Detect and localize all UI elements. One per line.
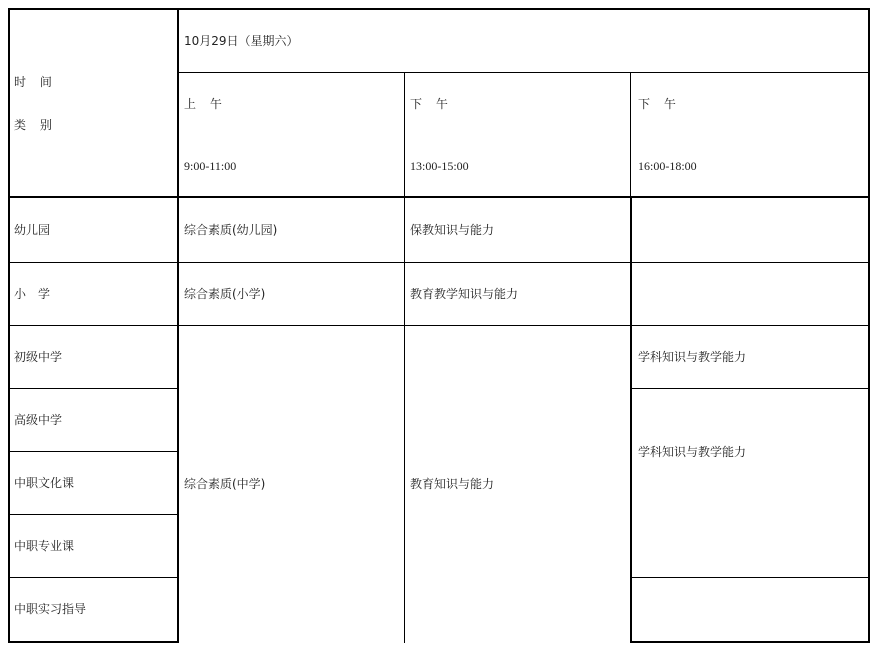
divider-session-1-2: [404, 72, 405, 643]
cell-junior-evening: 学科知识与教学能力: [638, 350, 747, 364]
divider-date-row: [179, 72, 870, 73]
cell-kindergarten-afternoon: 保教知识与能力: [410, 223, 495, 237]
cell-senior-vocational-evening: 学科知识与教学能力: [638, 445, 747, 459]
session-2-time: 13:00-15:00: [410, 159, 469, 173]
session-1-time: 9:00-11:00: [184, 159, 237, 173]
category-junior-middle: 初级中学: [14, 350, 63, 364]
row-sep-4: [8, 451, 179, 452]
category-senior-high: 高级中学: [14, 413, 63, 427]
session-3-period: 下 午: [638, 97, 681, 111]
category-vocational-culture: 中职文化课: [14, 476, 75, 490]
border-right-lower: [868, 196, 870, 643]
cell-secondary-afternoon: 教育知识与能力: [410, 477, 495, 491]
session-2-period: 下 午: [410, 97, 453, 111]
border-right: [868, 8, 870, 198]
divider-header-bottom: [8, 196, 870, 198]
session-3-time: 16:00-18:00: [638, 159, 697, 173]
cell-secondary-morning: 综合素质(中学): [184, 477, 266, 491]
category-kindergarten: 幼儿园: [14, 223, 51, 237]
cell-kindergarten-morning: 综合素质(幼儿园): [184, 223, 278, 237]
row-sep-3-left: [8, 388, 179, 389]
border-bottom-right: [630, 641, 870, 643]
row-sep-1: [8, 262, 870, 263]
session-1-period: 上 午: [184, 97, 227, 111]
category-primary: 小 学: [14, 287, 51, 301]
border-top: [8, 8, 870, 10]
row-sep-5: [8, 514, 179, 515]
category-vocational-major: 中职专业课: [14, 539, 75, 553]
border-bottom-left: [8, 641, 179, 643]
header-time-label: 时 间: [14, 75, 57, 89]
divider-session-2-3-lower: [630, 196, 632, 643]
row-sep-6-right: [630, 577, 870, 578]
cell-primary-afternoon: 教育教学知识与能力: [410, 287, 519, 301]
category-vocational-practice: 中职实习指导: [14, 602, 87, 616]
row-sep-2: [8, 325, 870, 326]
cell-primary-morning: 综合素质(小学): [184, 287, 266, 301]
header-category-label: 类 别: [14, 118, 57, 132]
header-date: 10月29日（星期六）: [184, 34, 299, 48]
row-sep-3-right: [630, 388, 870, 389]
row-sep-6-left: [8, 577, 179, 578]
divider-session-2-3: [630, 72, 631, 198]
